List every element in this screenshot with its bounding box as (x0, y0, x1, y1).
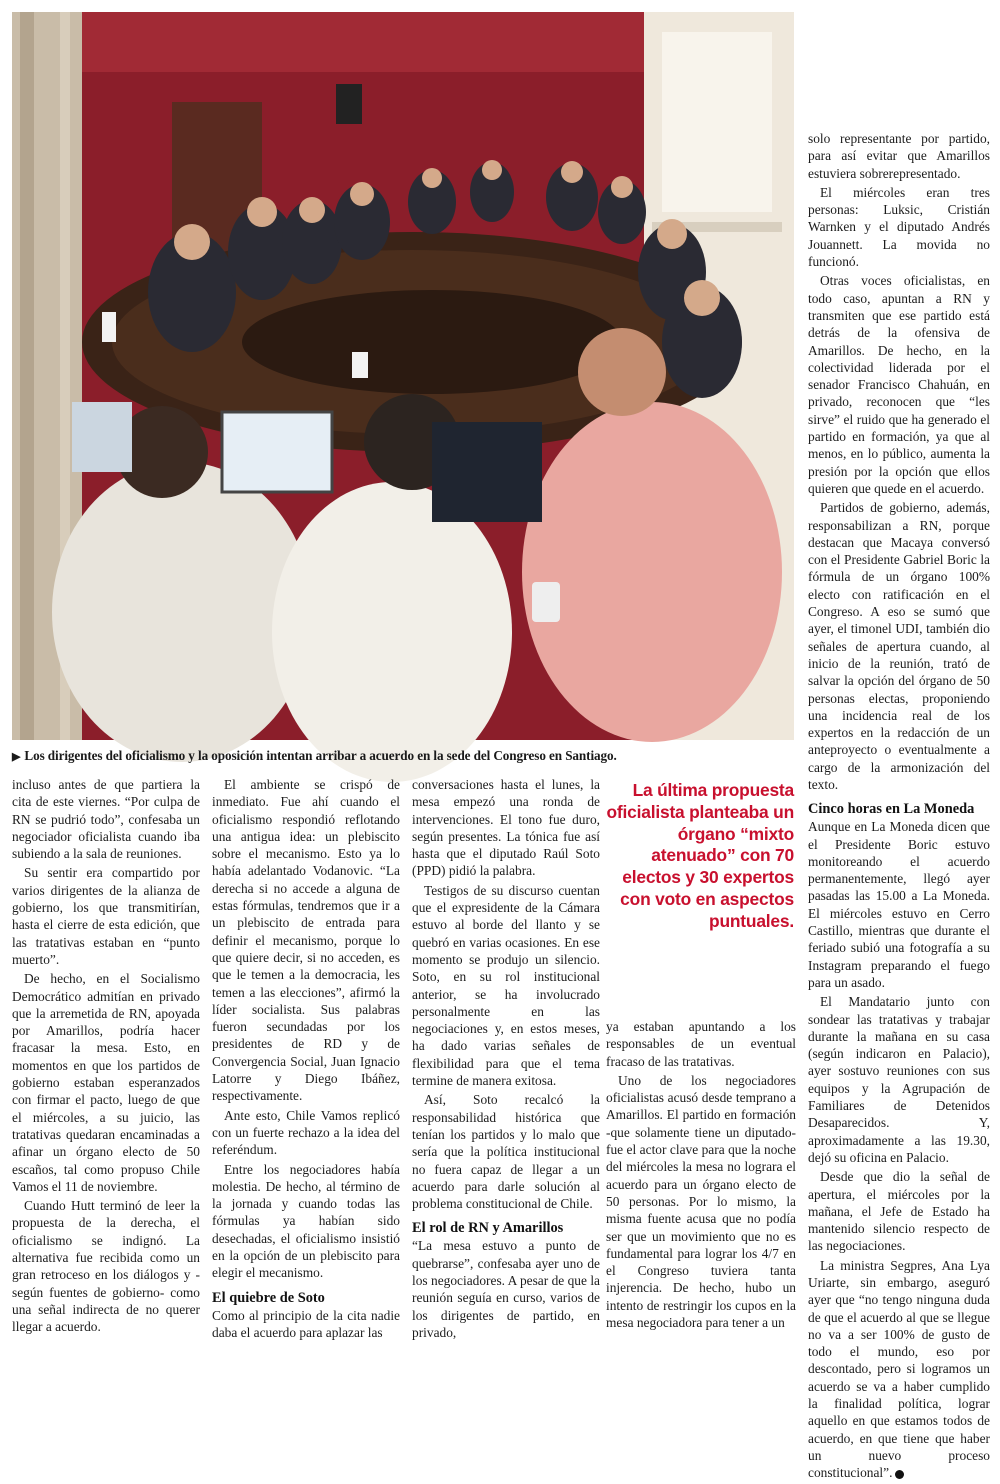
article-column-2 (212, 776, 400, 1343)
paragraph: Su sentir era compartido por varios dirigentes de la alianza de gobierno, los que transmitirían, hasta el cierre de esta edición, que las tratativas estaban en “punto muerto”. (12, 865, 200, 967)
paragraph (808, 1257, 990, 1482)
paragraph: El ambiente se crispó de inmediato. Fue ahí cuando el oficialismo respondió reflotando una antigua idea: un plebiscito sobre el mecanismo. Esto ya lo había adelantado Vodanovic. “La derecha si no accede a alguna de estas fórmulas, tendremos que ir a un plebiscito de entrada para definir el mecanismo, porque lo que quiere decir, si no acceden, es que le temen a la democracia, les temen a las elecciones”, afirmó la líder socialista. Sus palabras fueron secundadas por los presidentes de RD y de Convergencia Social, Juan Ignacio Latorre y Diego Ibáñez, respectivamente. (212, 777, 400, 1104)
paragraph-text: La ministra Segpres, Ana Lya Uriarte, sin embargo, aseguró ayer que “no tengo ninguna duda de que el acuerdo al que se llegue no va a ser 100% de gusto de todo el mundo, eso por descontado, pero si logramos un acuerdo se va a haber cumplido la finalidad política, lograr aquello en que estamos todos de acuerdo, en que tiene que haber un nuevo proceso constitucional”. (808, 1257, 990, 1481)
photo-caption (12, 748, 794, 764)
meeting-photo-illustration (12, 12, 794, 740)
caption-text: Los dirigentes del oficialismo y la oposición intentan arribar a acuerdo en la sede del Congreso en Santiago. (24, 748, 617, 763)
paragraph: “La mesa estuvo a punto de quebrarse”, confesaba ayer uno de los negociadores. A pesar de que la reunión seguía en curso, varios de los dirigentes de partido, en privado, (412, 1238, 600, 1340)
paragraph: Ante esto, Chile Vamos replicó con un fuerte rechazo a la idea del referéndum. (212, 1107, 400, 1158)
end-of-article-icon (895, 1470, 904, 1479)
paragraph: Entre los negociadores había molestia. De hecho, al término de la jornada y cuando todas las fórmulas ya habían sido desechadas, el oficialismo insistió en la opción de un plebiscito para elegir el mecanismo. (212, 1161, 400, 1281)
article-column-4 (606, 1018, 796, 1333)
paragraph: ya estaban apuntando a los responsables de un eventual fracaso de las tratativas. (606, 1019, 796, 1069)
paragraph: Otras voces oficialistas, en todo caso, apuntan a RN y transmiten que ese partido está detrás de la ofensiva de Amarillos. De hecho, en la colectividad liderada por el senador Francisco Chahuán, en privado, reconocen que “les sirve” el ruido que ha generado el partido en formación, ya que al menos, en lo público, aumenta la presión por la opción que ellos quieren que quede en el acuerdo. (808, 273, 990, 496)
article-column-3 (412, 776, 600, 1343)
paragraph: De hecho, en el Socialismo Democrático admitían en privado que la arremetida de RN, apoyada por Amarillos, podría hacer fracasar la mesa. Esto, en momentos en que los partidos de gobierno estaban esperanzados con firmar el pacto, luego de que el miércoles, a su juicio, las tratativas quedaran encaminadas a afinar un órgano electo de 50 escaños, tal como propuso Chile Vamos el 11 de noviembre. (12, 971, 200, 1194)
paragraph: Como al principio de la cita nadie daba el acuerdo para aplazar las (212, 1307, 400, 1340)
paragraph: solo representante por partido, para así evitar que Amarillos estuviera sobrerepresentado. (808, 131, 990, 181)
paragraph: Aunque en La Moneda dicen que el Presidente Boric estuvo monitoreando el acuerdo permanentemente, llegó ayer pasadas las 15.00 a La Moneda. El miércoles estuvo en Cerro Castillo, mientras que durante el feriado subió una fotografía a su Instagram preparando el fuego para un asado. (808, 819, 990, 990)
paragraph: Partidos de gobierno, además, responsabilizan a RN, porque destacan que Macaya conversó con el Presidente Gabriel Boric la fórmula de un órgano 100% electo con ratificación en el Congreso. A eso se sumó que ayer, el timonel UDI, también dio señales de apertura cuando, al inicio de la reunión, trató de salvar la opción del órgano de 50 personas electas, proponiendo una incidencia real de los expertos en la redacción de un anteproyecto o eventualmente a cargo de la armonización del texto. (808, 500, 990, 792)
section-heading: Cinco horas en La Moneda (808, 801, 975, 818)
paragraph: conversaciones hasta el lunes, la mesa empezó una ronda de intervenciones. El tono fue duro, según presentes. La tónica fue así hasta que el diputado Raúl Soto (PPD) pidió la palabra. (412, 777, 600, 879)
paragraph: Cuando Hutt terminó de leer la propuesta de la derecha, el oficialismo se indignó. La alternativa fue recibida como un gran retroceso en los diálogos y -según fuentes de gobierno- como una señal indirecta de no querer llegar a acuerdo. (12, 1198, 200, 1335)
paragraph: Desde que dio la señal de apertura, el miércoles por la mañana, el Jefe de Estado ha mantenido silencio respecto de las negociaciones. (808, 1169, 990, 1254)
paragraph: El miércoles eran tres personas: Luksic, Cristián Warnken y el diputado Andrés Jouannett. La movida no funcionó. (808, 184, 990, 270)
paragraph: incluso antes de que partiera la cita de este viernes. “Por culpa de RN se pudrió todo”, confesaba un negociador oficialista cuando iba subiendo a la sala de reuniones. (12, 777, 200, 862)
section-heading: El rol de RN y Amarillos (412, 1220, 564, 1237)
paragraph: Testigos de su discurso cuentan que el expresidente de la Cámara estuvo al borde del llanto y se quebró en varias ocasiones. En ese momento se produjo un silencio. Soto, en su rol institucional anterior, se ha involucrado personalmente en las negociaciones y, en estos meses, ha dado varias señales de flexibilidad para que el tema termine de manera exitosa. (412, 882, 600, 1089)
section-heading: El quiebre de Soto (212, 1289, 325, 1306)
meeting-photo (12, 12, 794, 740)
pull-quote: La última propuesta oficialista planteaba un órgano “mixto atenuado” con 70 electos y 30 expertos con voto en aspectos puntuales. (606, 780, 794, 931)
article-column-1 (12, 776, 200, 1338)
article-column-5 (808, 130, 990, 1484)
paragraph: Uno de los negociadores oficialistas acusó desde temprano a Amarillos. El partido en formación -que solamente tiene un diputado- fue el actor clave para que la noche del miércoles la mesa no lograra el acuerdo para un órgano electo de 50 personas. Por lo mismo, la misma fuente acusa que no podía ser que un movimiento que no es fundamental para lograr los 4/7 en el Congreso tuviera tanta injerencia. De hecho, hubo un intento de restringir los cupos en la mesa negociadora para tener a un (606, 1072, 796, 1331)
paragraph: Así, Soto recalcó la responsabilidad histórica que tenían los partidos y lo malo que sería que la política institucional no fuera capaz de llegar a un acuerdo para darle solución al problema constitucional de Chile. (412, 1092, 600, 1212)
caption-marker-icon: ▶ (12, 751, 21, 763)
paragraph: El Mandatario junto con sondear las tratativas y trabajar durante la mañana en su casa (según indicaron en Palacio), ayer sostuvo reuniones con sus equipos y la Agrupación de Familiares de Detenidos Desaparecidos. Y, aproximadamente a las 19.30, dejó su oficina en Palacio. (808, 994, 990, 1165)
